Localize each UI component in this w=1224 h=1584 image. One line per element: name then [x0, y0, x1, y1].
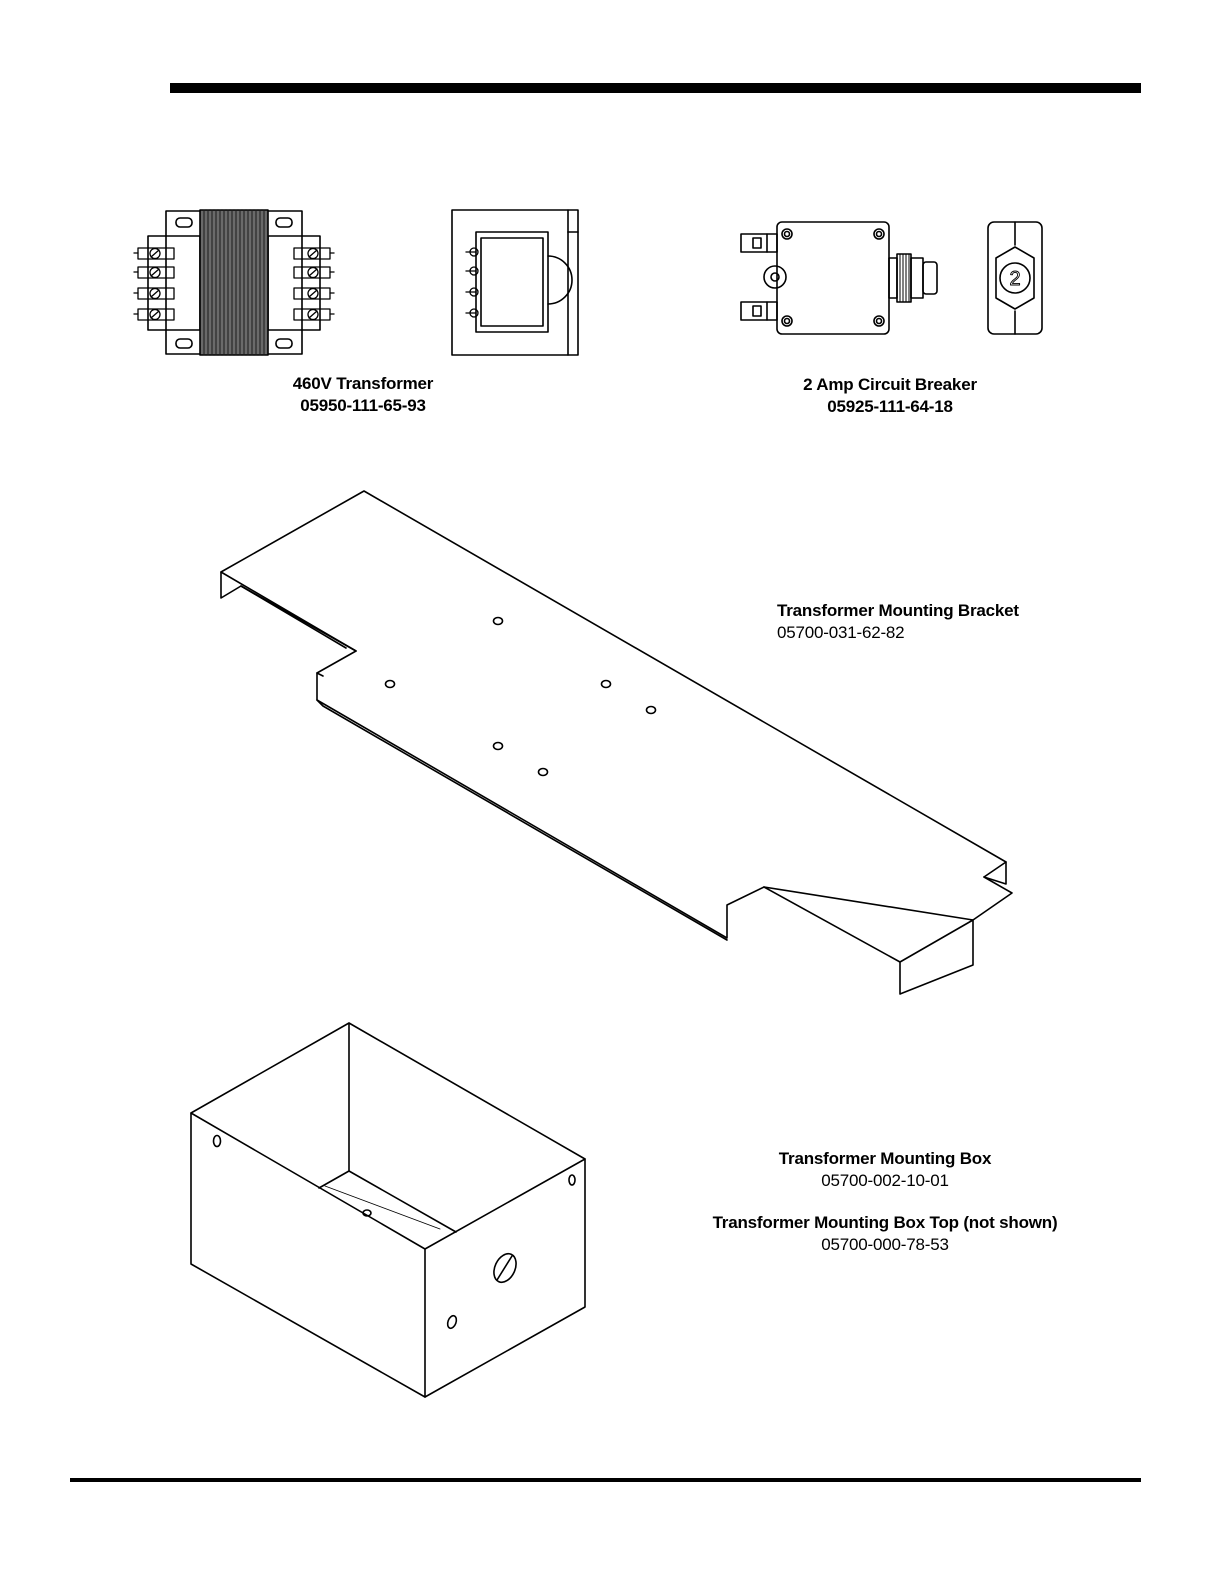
transformer-label — [233, 373, 493, 417]
bracket-part-number: 05700-031-62-82 — [777, 623, 905, 642]
box-top-label — [705, 1212, 1065, 1256]
bracket-name: Transformer Mounting Bracket — [777, 601, 1019, 620]
mounting-box — [191, 1023, 585, 1397]
mounting-bracket — [221, 491, 1012, 994]
transformer-name: 460V Transformer — [292, 374, 434, 393]
transformer-part-number: 05950-111-65-93 — [300, 396, 426, 415]
box-part-number: 05700-002-10-01 — [821, 1171, 949, 1190]
breaker-name: 2 Amp Circuit Breaker — [803, 375, 977, 394]
box-label — [705, 1148, 1065, 1192]
box-top-name: Transformer Mounting Box Top (not shown) — [712, 1213, 1058, 1232]
transformer-side-view — [452, 210, 578, 355]
breaker-dial-number: 2 — [1009, 268, 1021, 290]
box-name: Transformer Mounting Box — [778, 1149, 992, 1168]
breaker-part-number: 05925-111-64-18 — [827, 397, 953, 416]
breaker-label — [760, 374, 1020, 418]
transformer-front-view — [134, 210, 334, 355]
bracket-label — [777, 600, 1077, 644]
box-top-part-number: 05700-000-78-53 — [821, 1235, 949, 1254]
breaker-side-view — [741, 222, 937, 334]
footer-rule — [70, 1478, 1141, 1482]
